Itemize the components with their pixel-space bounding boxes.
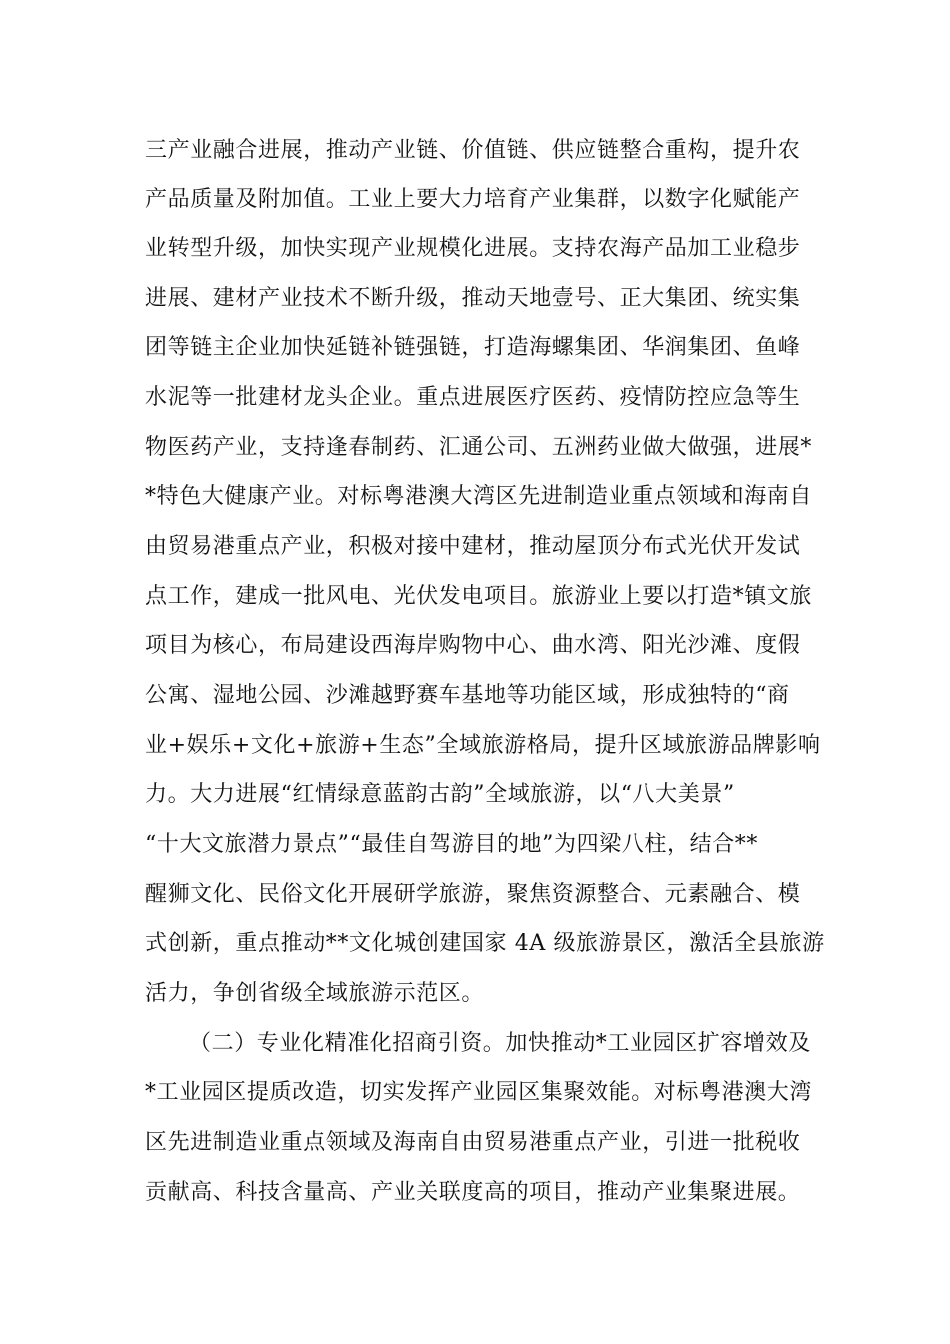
text-line: 业+娱乐+文化+旅游+生态”全域旅游格局，提升区域旅游品牌影响 [145,733,821,758]
text-line: 项目为核心，布局建设西海岸购物中心、曲水湾、阳光沙滩、度假 [145,633,801,658]
text-line: 产品质量及附加值。工业上要大力培育产业集群，以数字化赋能产 [145,187,801,212]
text-line: 式创新，重点推动**文化城创建国家 4A 级旅游景区，激活全县旅游 [145,931,825,956]
text-line: 业转型升级，加快实现产业规模化进展。支持农海产品加工业稳步 [145,236,801,261]
text-line: 活力，争创省级全域旅游示范区。 [145,981,485,1006]
text-line: 区先进制造业重点领域及海南自由贸易港重点产业，引进一批税收 [145,1130,801,1155]
text-line: 三产业融合进展，推动产业链、价值链、供应链整合重构，提升农 [145,138,801,163]
text-line: 水泥等一批建材龙头企业。重点进展医疗医药、疫情防控应急等生 [145,385,801,410]
section-heading-line: （二）专业化精准化招商引资。加快推动*工业园区扩容增效及 [189,1031,811,1056]
text-line: 团等链主企业加快延链补链强链，打造海螺集团、华润集团、鱼峰 [145,335,801,360]
text-line: 物医药产业，支持逢春制药、汇通公司、五洲药业做大做强，进展* [145,435,813,460]
text-line: 点工作，建成一批风电、光伏发电项目。旅游业上要以打造*镇文旅 [145,584,813,609]
text-line: 进展、建材产业技术不断升级，推动天地壹号、正大集团、统实集 [145,286,801,311]
text-line: *工业园区提质改造，切实发挥产业园区集聚效能。对标粤港澳大湾 [145,1080,813,1105]
text-line: 由贸易港重点产业，积极对接中建材，推动屋顶分布式光伏开发试 [145,534,801,559]
text-line: “十大文旅潜力景点”“最佳自驾游目的地”为四梁八柱，结合** [145,832,758,857]
text-line: 公寓、湿地公园、沙滩越野赛车基地等功能区域，形成独特的“商 [145,683,790,708]
text-line: 力。大力进展“红情绿意蓝韵古韵”全域旅游，以“八大美景” [145,782,735,807]
text-line: 醒狮文化、民俗文化开展研学旅游，聚焦资源整合、元素融合、模 [145,882,801,907]
text-line: *特色大健康产业。对标粤港澳大湾区先进制造业重点领域和海南自 [145,484,813,509]
text-line: 贡献高、科技含量高、产业关联度高的项目，推动产业集聚进展。 [145,1180,801,1205]
